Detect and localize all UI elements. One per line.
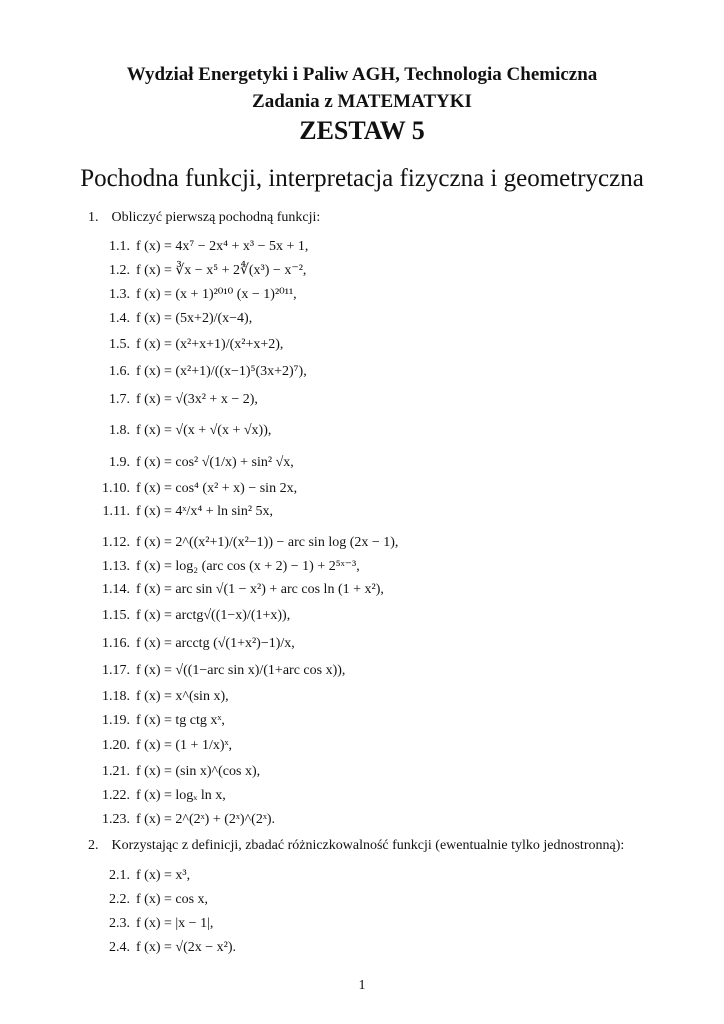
exercise-number: 1.8. (109, 423, 130, 438)
exercise-formula: f (x) = 2^((x²+1)/(x²−1)) − arc sin log (2x − 1), (136, 535, 399, 550)
exercise-item (96, 421, 271, 441)
exercise-number: 1.10. (102, 481, 130, 496)
section-title: Pochodna funkcji, interpretacja fizyczna i geometryczna (80, 165, 644, 192)
exercise-formula: f (x) = √(3x² + x − 2), (136, 392, 258, 407)
exercise-number: 1.15. (102, 608, 130, 623)
exercise-item (96, 309, 252, 329)
exercise-item (96, 580, 384, 600)
exercise-formula: f (x) = cos⁴ (x² + x) − sin 2x, (136, 481, 298, 496)
exercise-formula: f (x) = cos x, (136, 892, 209, 907)
exercise-item (96, 786, 226, 806)
exercise-number: 1.13. (102, 559, 130, 574)
exercise-item (96, 711, 225, 731)
exercise-formula: f (x) = logₓ ln x, (136, 788, 226, 803)
exercise-formula: f (x) = ∛x − x⁵ + 2∜(x³) − x⁻², (136, 263, 307, 278)
exercise-formula: f (x) = (x + 1)²⁰¹⁰ (x − 1)²⁰¹¹, (136, 287, 297, 302)
exercise-number: 1.7. (109, 392, 130, 407)
exercise-number: 1.4. (109, 311, 130, 326)
exercise-number: 1.3. (109, 287, 130, 302)
exercise-formula: f (x) = 2^(2ˣ) + (2ˣ)^(2ˣ). (136, 812, 276, 827)
exercise-number: 2.2. (109, 892, 130, 907)
exercise-formula: f (x) = (x²+1)/((x−1)⁵(3x+2)⁷), (136, 364, 307, 379)
exercise-number: 1.6. (109, 364, 130, 379)
exercise-item (96, 237, 308, 257)
exercise-item (96, 661, 345, 681)
exercise-number: 1.5. (109, 337, 130, 352)
exercise-item (96, 362, 307, 382)
faculty-heading: Wydział Energetyki i Paliw AGH, Technologia Chemiczna (126, 64, 598, 85)
exercise-item (96, 390, 258, 410)
exercise-item (96, 866, 190, 886)
set-title: ZESTAW 5 (299, 116, 425, 145)
page-number: 1 (358, 978, 366, 993)
exercise-number: 1.1. (109, 239, 130, 254)
exercise-item (96, 890, 208, 910)
exercise-number: 1.18. (102, 689, 130, 704)
exercise-formula: f (x) = √(2x − x²). (136, 940, 236, 955)
exercise-formula: f (x) = |x − 1|, (136, 916, 214, 931)
exercise-item (96, 285, 297, 305)
exercise-number: 1.19. (102, 713, 130, 728)
exercise-number: 2.4. (109, 940, 130, 955)
course-heading: Zadania z MATEMATYKI (252, 91, 472, 112)
exercise-number: 2.1. (109, 868, 130, 883)
exercise-formula: f (x) = cos² √(1/x) + sin² √x, (136, 455, 294, 470)
exercise-number: 1.16. (102, 636, 130, 651)
task-2 (88, 838, 624, 854)
exercise-formula: f (x) = x^(sin x), (136, 689, 229, 704)
exercise-number: 2.3. (109, 916, 130, 931)
exercise-number: 1.22. (102, 788, 130, 803)
task-number: 1. (88, 210, 99, 225)
exercise-item (96, 261, 306, 281)
exercise-item (96, 479, 297, 499)
exercise-item (96, 736, 232, 756)
exercise-item (96, 502, 273, 522)
exercise-number: 1.23. (102, 812, 130, 827)
exercise-formula: f (x) = (x²+x+1)/(x²+x+2), (136, 337, 284, 352)
exercise-number: 1.21. (102, 764, 130, 779)
exercise-item (96, 810, 275, 830)
exercise-item (96, 914, 213, 934)
exercise-number: 1.11. (102, 504, 130, 519)
exercise-item (96, 606, 290, 626)
exercise-number: 1.20. (102, 738, 130, 753)
exercise-formula: f (x) = √((1−arc sin x)/(1+arc cos x)), (136, 663, 346, 678)
exercise-number: 1.17. (102, 663, 130, 678)
task-text: Korzystając z definicji, zbadać różniczkowalność funkcji (ewentualnie tylko jednostronną): (111, 838, 625, 853)
exercise-item (96, 335, 283, 355)
exercise-item (96, 533, 398, 553)
exercise-formula: f (x) = tg ctg xˣ, (136, 713, 225, 728)
exercise-formula: f (x) = √(x + √(x + √x)), (136, 423, 272, 438)
exercise-item (96, 634, 295, 654)
exercise-item (96, 687, 229, 707)
exercise-formula: f (x) = log₂ (arc cos (x + 2) − 1) + 2⁵ˣ⁻³, (136, 559, 360, 574)
exercise-formula: f (x) = arc sin √(1 − x²) + arc cos ln (1 + x²), (136, 582, 384, 597)
exercise-item (96, 557, 360, 577)
exercise-number: 1.14. (102, 582, 130, 597)
exercise-formula: f (x) = arcctg (√(1+x²)−1)/x, (136, 636, 295, 651)
exercise-formula: f (x) = (sin x)^(cos x), (136, 764, 261, 779)
task-1 (88, 210, 320, 226)
exercise-formula: f (x) = 4x⁷ − 2x⁴ + x³ − 5x + 1, (136, 239, 309, 254)
exercise-item (96, 762, 260, 782)
exercise-number: 1.2. (109, 263, 130, 278)
exercise-item (96, 938, 236, 958)
exercise-number: 1.12. (102, 535, 130, 550)
exercise-formula: f (x) = (5x+2)/(x−4), (136, 311, 253, 326)
exercise-item (96, 453, 294, 473)
task-text: Obliczyć pierwszą pochodną funkcji: (111, 210, 321, 225)
exercise-formula: f (x) = (1 + 1/x)ˣ, (136, 738, 233, 753)
exercise-formula: f (x) = arctg√((1−x)/(1+x)), (136, 608, 291, 623)
task-number: 2. (88, 838, 99, 853)
exercise-number: 1.9. (109, 455, 130, 470)
exercise-formula: f (x) = x³, (136, 868, 191, 883)
exercise-formula: f (x) = 4ˣ/x⁴ + ln sin² 5x, (136, 504, 274, 519)
